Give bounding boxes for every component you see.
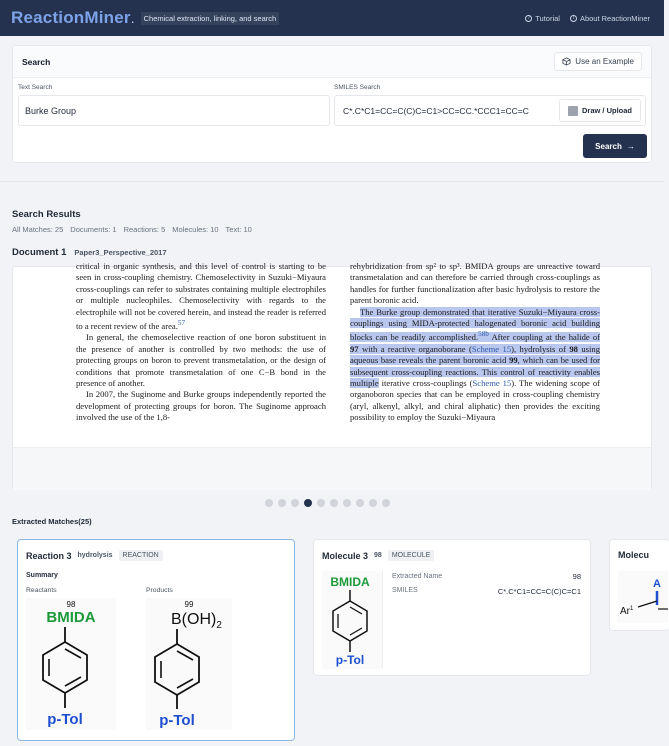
doc-text: ). The widening scope of organoboron species that can be employed in cross-coupling chemistry (aryl, alkenyl, alkyl, and chiral aliphatic) then provides the exciting possibility to employ the Suzuki−Miyaura [350,377,600,423]
page-dot[interactable] [330,499,338,507]
section-divider [0,181,664,182]
smiles-value: C*.C*C1=CC=C(C)C=C1 [497,587,581,596]
search-results-title: Search Results [12,209,81,220]
subscript: 2 [216,620,222,631]
highlighted-match-text[interactable] [350,307,600,388]
document-footer [13,447,651,490]
page-dot[interactable] [278,499,286,507]
header-nav [525,14,650,23]
help-circle-icon: ? [525,15,532,22]
reaction-card-header [26,550,163,561]
compound-number: 98 [66,600,76,609]
products-label: Products [146,587,173,594]
stat-all-matches: All Matches: 25 [12,225,64,234]
document-right-column [350,261,600,424]
logo-text: ReactionMiner [11,8,131,27]
search-button-label: Search [595,141,622,151]
page-dot-active[interactable] [304,499,312,507]
compound-number: 97 [350,343,359,354]
search-panel [12,45,652,163]
citation-link[interactable]: 58b [478,330,489,339]
card-divider [382,570,383,668]
partial-match-card[interactable] [609,539,669,631]
reaction-type: hydrolysis [77,552,113,559]
text-search-input[interactable] [18,95,330,126]
extracted-name-label: Extracted Name [392,573,443,580]
doc-text: ), hydrolysis of [511,343,566,354]
compound-number: 99 [509,355,518,366]
stat-molecules: Molecules: 10 [172,225,219,234]
molecule-badge: MOLECULE [388,550,435,561]
smiles-search-box [334,95,646,126]
smiles-label: SMILES [392,587,418,594]
search-panel-header [13,46,651,78]
page-dot[interactable] [356,499,364,507]
doc-text: In 2007, the Suginome and Burke groups independently reported the development of protecting groups for boron. The Suginome approach involved the use of the 1,8- [76,389,326,423]
extracted-name-value: 98 [572,572,581,581]
nav-tutorial-link[interactable] [525,14,560,23]
reactants-label: Reactants [26,587,57,594]
info-circle-icon: i [570,15,577,22]
page-dot[interactable] [343,499,351,507]
logo-dot: . [130,10,135,26]
group-label: A [653,578,661,590]
stat-text: Text: 10 [225,225,252,234]
doc-paragraph [350,307,600,424]
app-tagline: Chemical extraction, linking, and search [141,12,280,25]
doc-text: rehybridization from sp² to sp³. BMIDA groups are unreactive toward transmetalation and can therefore be carried through cross-couplings as handles for further functionalization after basic hydrolysis to restore the parent boronic acid. [350,261,600,306]
doc-text: critical in organic synthesis, and this level of control is starting to be seen in cross-coupling chemistry. Chemoselectivity in Suzuki−Miyaura cross-couplings can refer to substrates containing multiple electrophiles or multiple nucleophiles. Chemoselectivity with regards to the electrophile will not be covered herein, and instead the reader is referred to a recent review of the area. [76,261,326,331]
text-search-label: Text Search [18,84,53,91]
molecule-image-icon [568,106,578,116]
reactant-structure-image[interactable] [26,598,116,730]
doc-text: with a reactive organoborane ( [362,343,472,354]
doc-text: , which can be used for subsequent cross-coupling reactions. This control of reactivity enables multiple [350,355,601,388]
boronic-acid-text: B(OH) [171,611,217,628]
ptol-group-label: p-Tol [159,712,195,729]
bmida-group-label: BMIDA [330,575,370,589]
molecule-number: 98 [374,552,382,559]
partial-structure-image[interactable] [618,571,668,623]
pagination-dots [265,499,390,507]
app-header [0,0,664,36]
document-label: Document 1 [12,247,67,258]
smiles-search-label: SMILES Search [334,84,381,91]
bmida-group-label: BMIDA [46,609,96,626]
scheme-link[interactable]: Scheme 15 [472,377,512,388]
page-dot[interactable] [317,499,325,507]
use-example-button[interactable] [554,52,642,71]
extracted-matches-title: Extracted Matches(25) [12,517,92,526]
doc-text: using aqueous base reveals the parent boronic acid [350,343,600,366]
document-viewer[interactable] [12,261,652,490]
stat-reactions: Reactions: 5 [123,225,166,234]
reaction-badge: REACTION [119,550,163,561]
product-structure-image[interactable] [146,598,232,730]
ptol-group-label: p-Tol [335,653,365,667]
page-dot[interactable] [265,499,273,507]
nav-about-link[interactable] [570,14,650,23]
compound-number: 98 [569,343,578,354]
molecule-title: Molecule 3 [322,550,369,561]
reaction-title: Reaction 3 [26,550,72,561]
doc-paragraph [76,332,326,389]
doc-paragraph [76,261,326,332]
reaction-card[interactable] [17,539,295,741]
doc-text: After coupling at the halide of [491,332,600,343]
document-header [12,247,167,258]
doc-paragraph [350,261,600,307]
compound-number: 99 [184,600,194,609]
molecule-card-header [322,550,434,561]
doc-text: The Burke group demonstrated that iterative Suzuki−Miyaura cross-couplings using MIDA-protected halogenated boronic acid building blocks can be readily accomplished. [350,306,600,343]
page-dot[interactable] [291,499,299,507]
aryl-text: Ar [620,606,630,617]
stat-documents: Documents: 1 [70,225,117,234]
app-logo[interactable] [11,8,131,28]
superscript: 1 [630,606,634,612]
molecule-card[interactable] [313,539,591,676]
summary-label: Summary [26,572,58,579]
draw-upload-button[interactable] [559,99,641,122]
search-button[interactable] [583,134,647,158]
document-filename: Paper3_Perspective_2017 [74,248,167,257]
document-left-column [76,261,326,424]
arrow-right-icon: → [626,141,635,151]
page-dot[interactable] [369,499,377,507]
page-dot[interactable] [382,499,390,507]
nav-about-label: About ReactionMiner [579,13,650,23]
molecule-structure-image[interactable] [322,571,382,669]
smiles-search-input[interactable] [335,106,559,116]
doc-paragraph [76,389,326,423]
document-page [13,261,651,447]
nav-tutorial-label: Tutorial [535,13,560,23]
doc-text: iterative cross-couplings ( [381,377,473,388]
search-title: Search [22,56,51,67]
partial-card-title: Molecu [618,550,650,560]
cube-icon [562,57,571,66]
ptol-group-label: p-Tol [47,711,83,728]
results-stats [12,225,252,234]
scheme-link[interactable]: Scheme 15 [471,343,512,354]
doc-text: In general, the chemoselective reaction of one boron substituent in the presence of another is controlled by two methods: the use of protecting groups on boron to prevent transmetalation, or the design of conditions that promote transmetalation of one C−B bond in the presence of another. [76,332,326,388]
use-example-label: Use an Example [575,57,634,66]
citation-link[interactable]: 57 [177,319,186,328]
draw-upload-label: Draw / Upload [581,106,632,115]
